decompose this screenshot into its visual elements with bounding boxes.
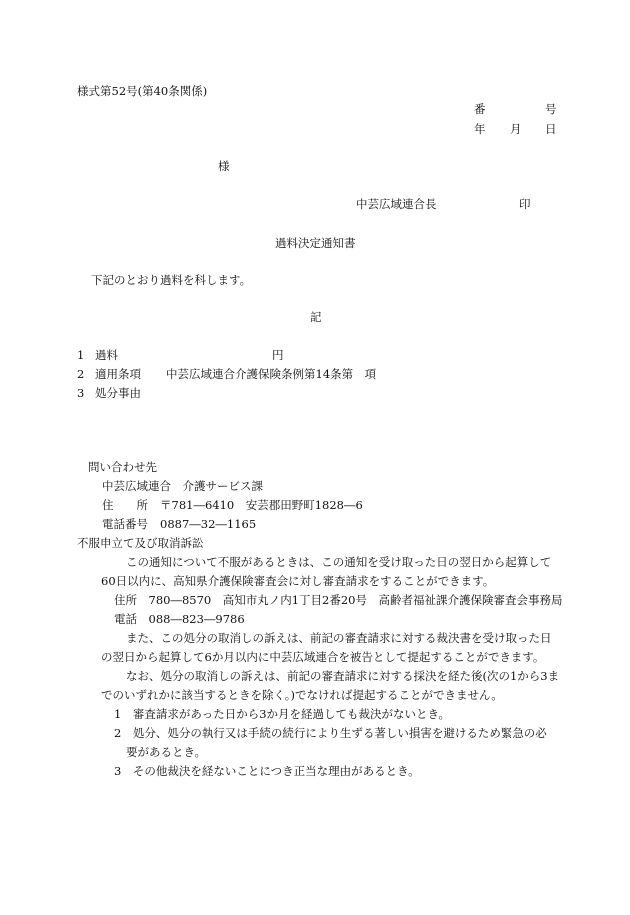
appeal-p3-line1: なお、処分の取消しの訴えは、前記の審査請求に対する採決を経た後(次の1から3ま (126, 669, 560, 683)
appeal-p1-line2: 60日以内に、高知県介護保険審査会に対し審査請求をすることができます。 (101, 574, 495, 588)
item-2-label: 適用条項 (95, 367, 141, 381)
appeal-condition-1: 1 審査請求があった日から3か月を経過しても裁決がないとき。 (114, 707, 451, 721)
appeal-p2-line1: また、この処分の取消しの訴えは、前記の審査請求に対する裁決書を受け取った日 (126, 631, 552, 645)
contact-heading: 問い合わせ先 (88, 460, 157, 474)
appeal-p2-line2: の翌日から起算して6か月以内に中芸広域連合を被告として提起することができます。 (101, 650, 545, 664)
contact-org: 中芸広域連合 介護サービス課 (102, 479, 263, 493)
contact-phone-label: 電話番号 (102, 517, 148, 531)
item-1-number: 1 (77, 348, 85, 362)
intro-text: 下記のとおり過料を科します。 (91, 273, 252, 287)
form-number: 様式第52号(第40条関係) (77, 84, 208, 98)
appeal-heading: 不服申立て及び取消訴訟 (77, 536, 204, 550)
appeal-condition-3: 3 その他裁決を経ないことにつき正当な理由があるとき。 (114, 764, 420, 778)
date-month-label: 月 (510, 122, 522, 136)
issuer-seal: 印 (519, 197, 531, 211)
item-2-number: 2 (77, 367, 85, 381)
appeal-condition-2-line1: 2 処分、処分の執行又は手続の続行により生ずる著しい損害を避けるため緊急の必 (114, 726, 547, 740)
item-3-number: 3 (77, 386, 85, 400)
date-year-label: 年 (474, 122, 486, 136)
item-1-value: 円 (272, 348, 284, 362)
item-1-label: 過料 (95, 348, 118, 362)
appeal-condition-2-line2: 要があるとき。 (126, 745, 207, 759)
number-go-label: 号 (545, 102, 557, 116)
appeal-office-address: 住所 780―8570 高知市丸ノ内1丁目2番20号 高齢者福祉課介護保険審査会事務局 (114, 593, 563, 607)
item-2-value: 中芸広域連合介護保険条例第14条第 項 (166, 367, 377, 381)
date-day-label: 日 (545, 122, 557, 136)
number-ban-label: 番 (474, 102, 486, 116)
document-title: 過料決定通知書 (275, 236, 356, 250)
contact-phone: 0887―32―1165 (160, 517, 257, 531)
ki-heading: 記 (310, 310, 322, 324)
contact-address: 〒781―6410 安芸郡田野町1828―6 (160, 498, 363, 512)
item-3-label: 処分事由 (95, 386, 141, 400)
appeal-office-phone: 電話 088―823―9786 (114, 612, 245, 626)
issuer-name: 中芸広域連合長 (356, 197, 437, 211)
contact-address-label: 住 所 (102, 498, 148, 512)
recipient-suffix: 様 (218, 159, 230, 173)
appeal-p1-line1: この通知について不服があるときは、この通知を受け取った日の翌日から起算して (126, 555, 552, 569)
appeal-p3-line2: でのいずれかに該当するときを除く。)でなければ提起することができません。 (101, 688, 503, 702)
